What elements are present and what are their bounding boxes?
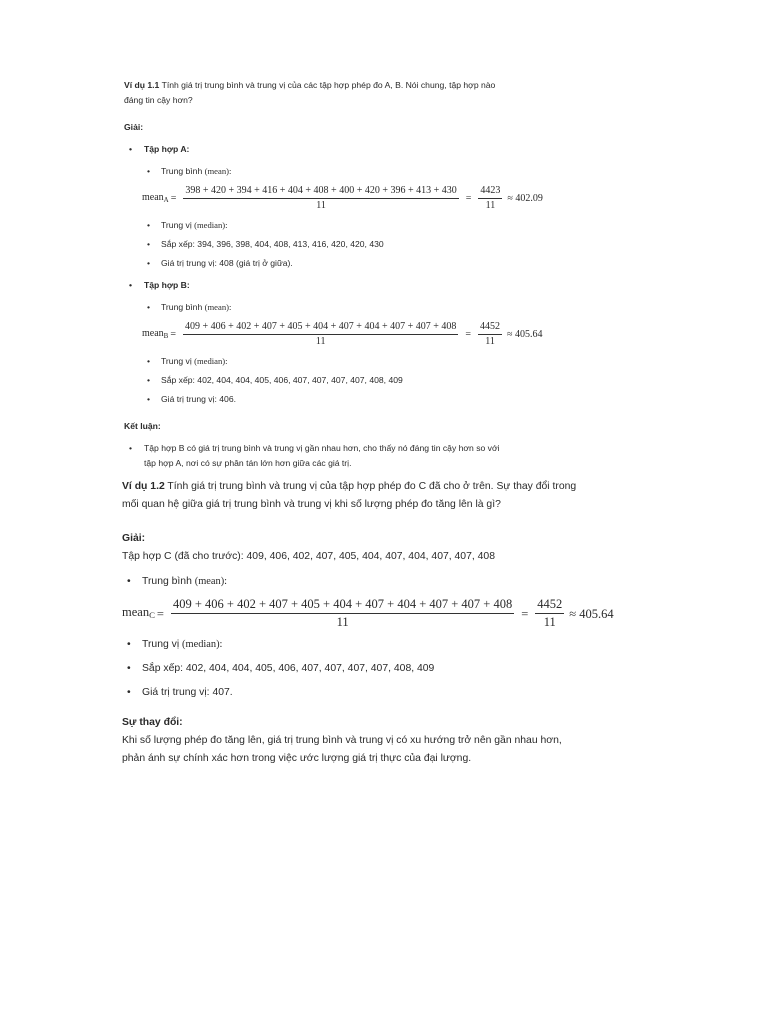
example-1-2-question-line2: mối quan hệ giữa giá trị trung bình và trung vị khi số lượng phép đo tăng lên là gì? [122, 499, 501, 510]
set-b-median-item [124, 354, 644, 369]
example-1-1-section [124, 78, 644, 471]
fraction-numerator: 4423 [478, 185, 502, 199]
set-a-median-value: • Giá trị trung vị: 408 (giá trị ở giữa). [124, 256, 644, 271]
example-1-1-question: Tính giá trị trung bình và trung vị của các tập hợp phép đo A, B. Nói chung, tập hợp nào [159, 80, 496, 90]
example-1-1-title [124, 78, 644, 93]
change-line-1: Khi số lượng phép đo tăng lên, giá trị trung bình và trung vị có xu hướng trở nên gần nhau hơn, [122, 735, 562, 746]
set-c-mean-item [122, 573, 682, 591]
set-c-intro: Tập hợp C (đã cho trước): 409, 406, 402, 407, 405, 404, 407, 404, 407, 407, 408 [122, 551, 495, 562]
set-a-sorted: • Sắp xếp: 394, 396, 398, 404, 408, 413, 416, 420, 420, 430 [124, 237, 644, 252]
total-fraction [535, 597, 564, 630]
sum-fraction [183, 185, 458, 212]
example-1-1-label: Ví dụ 1.1 [124, 80, 160, 90]
conclusion-line-2: tập hợp A, nơi có sự phân tán lớn hơn giữa các giá trị. [144, 458, 352, 468]
formula-lhs: mean$_A$ [142, 191, 169, 204]
equals-sign: = [465, 193, 472, 204]
median-text: Trung vị [142, 639, 183, 650]
fraction-denominator: 11 [316, 200, 326, 211]
equals-sign: = [156, 606, 164, 621]
change-line-2: phản ánh sự chính xác hơn trong việc ước lượng giá trị thực của đại lượng. [122, 753, 472, 764]
fraction-numerator: 398 + 420 + 394 + 416 + 404 + 408 + 400 + 420 + 396 + 413 + 430 [183, 185, 458, 199]
formula-lhs: mean$_C$ [122, 604, 155, 621]
fraction-denominator: 11 [315, 336, 326, 347]
approx-result: ≈ 405.64 [569, 606, 614, 621]
median-tag: (median): [194, 220, 228, 230]
mean-text: Trung bình [142, 576, 195, 587]
example-1-2-question: Tính giá trị trung bình và trung vị của tập hợp phép đo C đã cho ở trên. Sự thay đổi trong [164, 481, 577, 492]
mean-tag: (mean): [204, 302, 232, 312]
set-b-mean-formula [142, 321, 644, 348]
example-1-2-section [122, 478, 682, 768]
total-fraction [478, 185, 502, 212]
conclusion-heading: Kết luận: [124, 421, 161, 431]
fraction-denominator: 11 [485, 336, 495, 347]
change-heading: Sự thay đổi: [122, 717, 183, 728]
set-a-label: • Tập hợp A: [124, 142, 644, 157]
mean-text: Trung bình [161, 166, 205, 176]
fraction-numerator: 4452 [535, 597, 564, 614]
equals-sign: = [521, 606, 529, 621]
mean-text: Trung bình [161, 302, 205, 312]
median-tag: (median): [194, 356, 228, 366]
fraction-denominator: 11 [336, 615, 349, 629]
sum-fraction [171, 597, 514, 630]
conclusion-line-1: Tập hợp B có giá trị trung bình và trung vị gần nhau hơn, cho thấy nó đáng tin cậy hơn so với [144, 443, 500, 453]
approx-result: ≈ 405.64 [507, 329, 543, 340]
example-1-2-label: Ví dụ 1.2 [122, 481, 165, 492]
set-a-median-item [124, 218, 644, 233]
fraction-numerator: 409 + 406 + 402 + 407 + 405 + 404 + 407 + 404 + 407 + 407 + 408 [171, 597, 514, 614]
equals-sign: = [465, 329, 472, 340]
equals-sign: = [170, 193, 177, 204]
set-a-mean-item [124, 164, 644, 179]
set-a-list [124, 142, 644, 157]
median-tag: (median): [182, 639, 223, 650]
example-1-2-title [122, 478, 682, 496]
equals-sign: = [170, 329, 176, 340]
set-c-sorted: • Sắp xếp: 402, 404, 404, 405, 406, 407, 407, 407, 407, 408, 409 [122, 660, 682, 678]
set-c-median-item [122, 636, 682, 654]
example-1-1-question-line2: đáng tin cậy hơn? [124, 95, 193, 105]
approx-result: ≈ 402.09 [507, 193, 543, 204]
fraction-denominator: 11 [485, 200, 496, 211]
fraction-numerator: 409 + 406 + 402 + 407 + 405 + 404 + 407 + 404 + 407 + 407 + 408 [183, 321, 458, 335]
mean-tag: (mean): [204, 166, 232, 176]
set-b-mean-item [124, 300, 644, 315]
median-text: Trung vị [161, 356, 195, 366]
set-b-sorted: • Sắp xếp: 402, 404, 404, 405, 406, 407, 407, 407, 407, 408, 409 [124, 373, 644, 388]
conclusion-item [124, 441, 644, 471]
mean-tag: (mean): [194, 576, 228, 587]
sum-fraction [183, 321, 458, 348]
set-b-median-value: • Giá trị trung vị: 406. [124, 392, 644, 407]
set-c-mean-formula [122, 597, 682, 630]
fraction-numerator: 4452 [478, 321, 502, 335]
median-text: Trung vị [161, 220, 195, 230]
formula-lhs: mean$_B$ [142, 327, 169, 340]
set-b-label: • Tập hợp B: [124, 278, 644, 293]
fraction-denominator: 11 [543, 615, 556, 629]
set-a-mean-formula [142, 185, 644, 212]
set-c-median-value: • Giá trị trung vị: 407. [122, 684, 682, 702]
solution-heading: Giải: [124, 122, 144, 132]
solution-heading: Giải: [122, 533, 146, 544]
total-fraction [478, 321, 502, 348]
